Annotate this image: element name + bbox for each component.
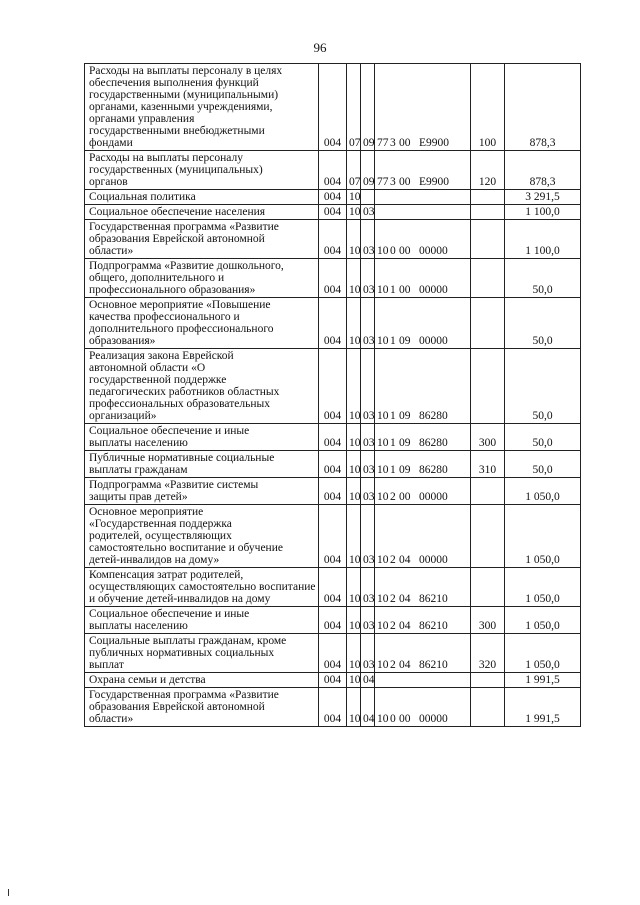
target-code-part: 86210: [419, 620, 448, 632]
expense-type-code: [471, 478, 505, 505]
target-article-code: [375, 568, 471, 607]
row-name: Социальное обеспечение и иные выплаты населению: [85, 424, 319, 451]
section-code: 07: [347, 151, 361, 190]
target-code-part: 1: [390, 284, 396, 296]
row-name: Подпрограмма «Развитие системы защиты прав детей»: [85, 478, 319, 505]
section-code: 10: [347, 205, 361, 220]
target-code-part: 00: [399, 713, 411, 725]
row-name: Охрана семьи и детства: [85, 673, 319, 688]
ministry-code: 004: [319, 451, 347, 478]
ministry-code: 004: [319, 424, 347, 451]
row-name: Социальная политика: [85, 190, 319, 205]
page-number: 96: [313, 40, 327, 55]
ministry-code: 004: [319, 220, 347, 259]
section-code: 10: [347, 298, 361, 349]
target-code-part: 2: [390, 593, 396, 605]
target-code-part: 10: [377, 464, 389, 476]
target-article-code: [375, 607, 471, 634]
ministry-code: 004: [319, 568, 347, 607]
row-name: Основное мероприятие «Государственная поддержка родителей, осуществляющих самостоятельно воспитание и обучение детей-инвалидов на дому»: [85, 505, 319, 568]
table-row: [85, 424, 581, 451]
target-code-part: 00000: [419, 335, 448, 347]
subsection-code: 09: [361, 64, 375, 151]
subsection-code: 03: [361, 505, 375, 568]
subsection-code: 03: [361, 451, 375, 478]
table-row: [85, 505, 581, 568]
target-code-part: 00: [399, 176, 411, 188]
target-code-part: 1: [390, 335, 396, 347]
budget-table-body: [85, 64, 581, 727]
row-name: Социальное обеспечение и иные выплаты населению: [85, 607, 319, 634]
ministry-code: 004: [319, 205, 347, 220]
budget-table: [84, 63, 581, 727]
expense-type-code: [471, 505, 505, 568]
row-name: Государственная программа «Развитие образования Еврейской автономной области»: [85, 688, 319, 727]
target-code-part: 10: [377, 410, 389, 422]
table-row: [85, 220, 581, 259]
expense-type-code: [471, 298, 505, 349]
section-code: 10: [347, 688, 361, 727]
section-code: 10: [347, 424, 361, 451]
amount: 50,0: [505, 349, 581, 424]
section-code: 10: [347, 220, 361, 259]
amount: 1 991,5: [505, 688, 581, 727]
subsection-code: 03: [361, 298, 375, 349]
target-code-part: 10: [377, 659, 389, 671]
ministry-code: 004: [319, 349, 347, 424]
subsection-code: 04: [361, 673, 375, 688]
table-row: [85, 688, 581, 727]
subsection-code: 03: [361, 220, 375, 259]
target-article-code: [375, 64, 471, 151]
subsection-code: 03: [361, 349, 375, 424]
table-row: [85, 451, 581, 478]
subsection-code: 03: [361, 568, 375, 607]
target-code-part: 10: [377, 713, 389, 725]
target-article-code: [375, 190, 471, 205]
row-name: Социальное обеспечение населения: [85, 205, 319, 220]
amount: 50,0: [505, 298, 581, 349]
expense-type-code: [471, 220, 505, 259]
row-name: Социальные выплаты гражданам, кроме публичных нормативных социальных выплат: [85, 634, 319, 673]
target-code-part: 09: [399, 464, 411, 476]
section-code: 10: [347, 568, 361, 607]
table-row: [85, 673, 581, 688]
target-code-part: 0: [390, 245, 396, 257]
expense-type-code: [471, 349, 505, 424]
subsection-code: [361, 190, 375, 205]
ministry-code: 004: [319, 478, 347, 505]
target-code-part: 00: [399, 245, 411, 257]
target-article-code: [375, 478, 471, 505]
table-row: [85, 634, 581, 673]
target-article-code: [375, 298, 471, 349]
target-code-part: 10: [377, 554, 389, 566]
target-code-part: 86280: [419, 464, 448, 476]
amount: 1 050,0: [505, 478, 581, 505]
target-code-part: 1: [390, 464, 396, 476]
target-article-code: [375, 259, 471, 298]
target-code-part: 2: [390, 491, 396, 503]
target-code-part: 77: [377, 176, 389, 188]
target-code-part: 86280: [419, 437, 448, 449]
expense-type-code: [471, 688, 505, 727]
target-article-code: [375, 151, 471, 190]
table-row: [85, 259, 581, 298]
ministry-code: 004: [319, 259, 347, 298]
expense-type-code: 310: [471, 451, 505, 478]
section-code: 10: [347, 505, 361, 568]
target-article-code: [375, 688, 471, 727]
subsection-code: 04: [361, 688, 375, 727]
target-code-part: 2: [390, 659, 396, 671]
table-row: [85, 205, 581, 220]
target-code-part: 10: [377, 245, 389, 257]
target-code-part: 00: [399, 284, 411, 296]
row-name: Подпрограмма «Развитие дошкольного, общего, дополнительного и профессионального образования»: [85, 259, 319, 298]
expense-type-code: 300: [471, 424, 505, 451]
row-name: Расходы на выплаты персоналу в целях обеспечения выполнения функций государственными (муниципальными) органами, казенными учреждениями, органами управления государственными внебюджетными фондами: [85, 64, 319, 151]
section-code: 10: [347, 451, 361, 478]
target-code-part: 10: [377, 437, 389, 449]
row-name: Реализация закона Еврейской автономной области «О государственной поддержке педагогических работников областных профессиональных образовательных организаций»: [85, 349, 319, 424]
ministry-code: 004: [319, 298, 347, 349]
target-code-part: 00000: [419, 284, 448, 296]
amount: 1 100,0: [505, 205, 581, 220]
target-code-part: 0: [390, 713, 396, 725]
ministry-code: 004: [319, 64, 347, 151]
target-code-part: 09: [399, 335, 411, 347]
target-code-part: 00000: [419, 554, 448, 566]
section-code: 10: [347, 478, 361, 505]
table-row: [85, 478, 581, 505]
target-code-part: 86280: [419, 410, 448, 422]
target-code-part: 10: [377, 620, 389, 632]
amount: 3 291,5: [505, 190, 581, 205]
target-code-part: 2: [390, 554, 396, 566]
amount: 50,0: [505, 259, 581, 298]
target-code-part: 1: [390, 410, 396, 422]
section-code: 07: [347, 64, 361, 151]
target-code-part: Е9900: [419, 137, 450, 149]
target-code-part: 04: [399, 593, 411, 605]
section-code: 10: [347, 190, 361, 205]
table-row: [85, 568, 581, 607]
row-name: Расходы на выплаты персоналу государственных (муниципальных) органов: [85, 151, 319, 190]
amount: 878,3: [505, 151, 581, 190]
section-code: 10: [347, 259, 361, 298]
target-article-code: [375, 424, 471, 451]
target-article-code: [375, 220, 471, 259]
row-name: Государственная программа «Развитие образования Еврейской автономной области»: [85, 220, 319, 259]
target-article-code: [375, 205, 471, 220]
target-code-part: 00000: [419, 491, 448, 503]
section-code: 10: [347, 349, 361, 424]
table-row: [85, 349, 581, 424]
target-code-part: 10: [377, 284, 389, 296]
amount: 1 991,5: [505, 673, 581, 688]
table-row: [85, 607, 581, 634]
expense-type-code: 100: [471, 64, 505, 151]
table-row: [85, 190, 581, 205]
row-name: Основное мероприятие «Повышение качества профессионального и дополнительного профессионального образования»: [85, 298, 319, 349]
subsection-code: 03: [361, 259, 375, 298]
target-code-part: 00000: [419, 245, 448, 257]
ministry-code: 004: [319, 190, 347, 205]
target-code-part: 2: [390, 620, 396, 632]
row-name: Публичные нормативные социальные выплаты гражданам: [85, 451, 319, 478]
amount: 1 050,0: [505, 634, 581, 673]
subsection-code: 09: [361, 151, 375, 190]
section-code: 10: [347, 673, 361, 688]
target-code-part: 10: [377, 335, 389, 347]
expense-type-code: 120: [471, 151, 505, 190]
target-code-part: 86210: [419, 659, 448, 671]
subsection-code: 03: [361, 205, 375, 220]
expense-type-code: [471, 190, 505, 205]
target-article-code: [375, 451, 471, 478]
target-code-part: 09: [399, 437, 411, 449]
scan-mark: [8, 889, 9, 896]
amount: 1 050,0: [505, 607, 581, 634]
subsection-code: 03: [361, 478, 375, 505]
target-code-part: 09: [399, 410, 411, 422]
expense-type-code: [471, 259, 505, 298]
subsection-code: 03: [361, 607, 375, 634]
target-code-part: 86210: [419, 593, 448, 605]
section-code: 10: [347, 634, 361, 673]
subsection-code: 03: [361, 424, 375, 451]
target-code-part: 04: [399, 620, 411, 632]
amount: 1 050,0: [505, 505, 581, 568]
target-code-part: 04: [399, 659, 411, 671]
expense-type-code: [471, 568, 505, 607]
table-row: [85, 298, 581, 349]
table-row: [85, 64, 581, 151]
expense-type-code: 300: [471, 607, 505, 634]
target-code-part: 3: [390, 176, 396, 188]
amount: 50,0: [505, 451, 581, 478]
target-code-part: 04: [399, 554, 411, 566]
target-code-part: 3: [390, 137, 396, 149]
table-row: [85, 151, 581, 190]
target-code-part: 00: [399, 491, 411, 503]
ministry-code: 004: [319, 151, 347, 190]
target-article-code: [375, 673, 471, 688]
amount: 1 100,0: [505, 220, 581, 259]
ministry-code: 004: [319, 634, 347, 673]
ministry-code: 004: [319, 607, 347, 634]
target-article-code: [375, 349, 471, 424]
target-code-part: 00: [399, 137, 411, 149]
target-code-part: 10: [377, 491, 389, 503]
subsection-code: 03: [361, 634, 375, 673]
target-code-part: 77: [377, 137, 389, 149]
section-code: 10: [347, 607, 361, 634]
amount: 50,0: [505, 424, 581, 451]
expense-type-code: [471, 205, 505, 220]
expense-type-code: 320: [471, 634, 505, 673]
ministry-code: 004: [319, 673, 347, 688]
ministry-code: 004: [319, 688, 347, 727]
amount: 1 050,0: [505, 568, 581, 607]
target-code-part: 1: [390, 437, 396, 449]
target-article-code: [375, 634, 471, 673]
expense-type-code: [471, 673, 505, 688]
target-code-part: 10: [377, 593, 389, 605]
target-code-part: 00000: [419, 713, 448, 725]
target-code-part: Е9900: [419, 176, 450, 188]
target-article-code: [375, 505, 471, 568]
ministry-code: 004: [319, 505, 347, 568]
row-name: Компенсация затрат родителей, осуществляющих самостоятельно воспитание и обучение детей-инвалидов на дому: [85, 568, 319, 607]
amount: 878,3: [505, 64, 581, 151]
